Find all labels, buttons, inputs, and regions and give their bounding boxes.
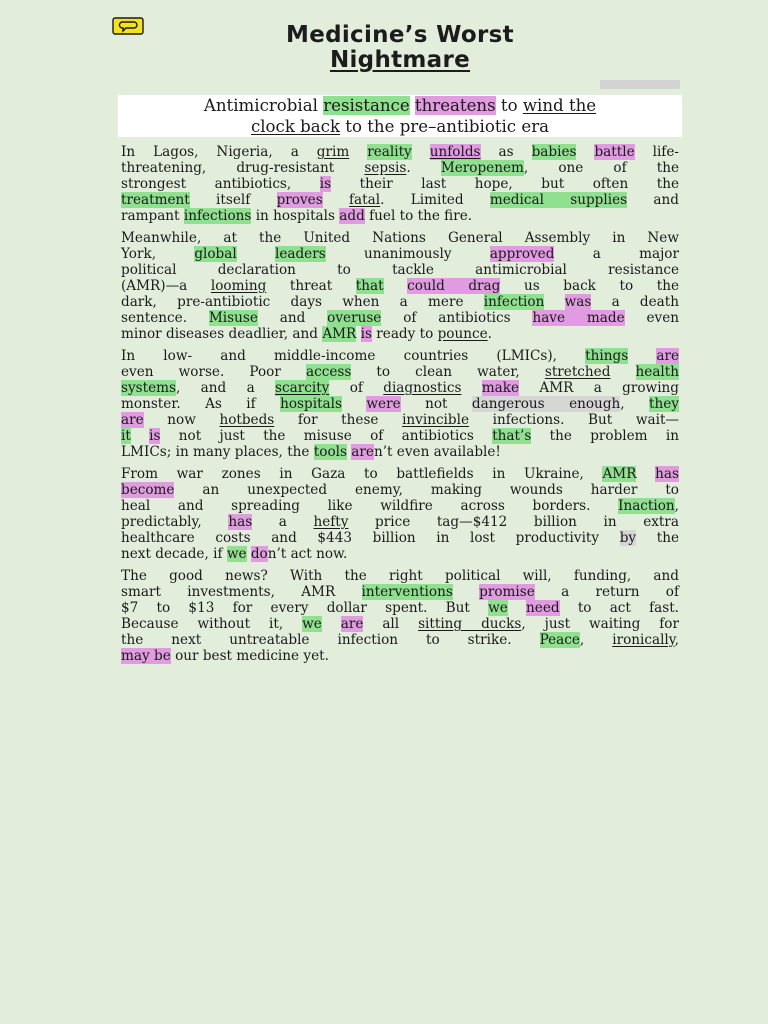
text-run: Meanwhile, at the United Nations General Assembly in New <box>121 230 679 246</box>
text-run: their last hope, but often the <box>331 176 679 192</box>
text-run <box>453 584 479 600</box>
text-run: , <box>579 632 613 648</box>
highlighted-text: threatens <box>414 96 496 115</box>
highlighted-text: diagnostics <box>383 380 462 396</box>
highlighted-text: is <box>360 326 372 342</box>
highlighted-text: looming <box>210 278 267 294</box>
paragraph <box>121 568 679 664</box>
text-line <box>121 498 679 514</box>
text-run: as <box>480 144 532 160</box>
text-run: our best medicine yet. <box>170 648 329 664</box>
highlighted-text: Meropenem <box>440 160 524 176</box>
text-run: York, <box>121 246 195 262</box>
page-title-line-1: Medicine’s Worst <box>286 22 514 48</box>
text-run: not <box>400 396 472 412</box>
text-run: the <box>636 530 679 546</box>
text-run: a return of <box>534 584 679 600</box>
text-run <box>342 396 366 412</box>
text-run: to <box>495 96 523 115</box>
text-run: the problem in <box>531 428 679 444</box>
text-run: heal and spreading like wildfire across borders. <box>121 498 619 514</box>
highlighted-text: fatal <box>349 192 381 208</box>
text-run: of <box>329 380 384 396</box>
paragraph <box>121 230 679 342</box>
highlighted-text: dangerous enough <box>471 396 621 412</box>
highlighted-text: systems <box>121 380 177 396</box>
highlighted-text: stretched <box>544 364 611 380</box>
highlighted-text: they <box>649 396 679 412</box>
text-run: to the pre–antibiotic era <box>340 117 550 136</box>
text-run <box>384 278 408 294</box>
highlighted-text: ironically <box>612 632 675 648</box>
text-run: a major <box>554 246 679 262</box>
highlighted-text: Peace <box>539 632 580 648</box>
text-run <box>628 348 656 364</box>
highlighted-text: infection <box>483 294 545 310</box>
text-run: From war zones in Gaza to battlefields in Ukraine, <box>121 466 603 482</box>
highlighted-text: battle <box>594 144 635 160</box>
highlighted-text: overuse <box>327 310 382 326</box>
subtitle <box>118 95 682 137</box>
highlighted-text: unfolds <box>429 144 481 160</box>
text-run: predictably, <box>121 514 229 530</box>
text-run: LMICs; in many places, the <box>121 444 314 460</box>
text-run: , just waiting for <box>521 616 679 632</box>
text-run: threat <box>266 278 356 294</box>
text-run: for these <box>274 412 403 428</box>
highlighted-text: interventions <box>361 584 453 600</box>
highlighted-text: may be <box>121 648 171 664</box>
text-line <box>121 192 679 208</box>
text-line <box>121 546 679 562</box>
grey-marker-bar <box>600 80 680 89</box>
highlighted-text: clock back <box>250 117 341 136</box>
highlighted-text: Misuse <box>208 310 258 326</box>
text-run: not just the misuse of antibiotics <box>160 428 493 444</box>
highlighted-text: access <box>305 364 352 380</box>
text-run: rampant <box>121 208 184 224</box>
text-line <box>121 364 679 380</box>
highlighted-text: by <box>619 530 637 546</box>
text-run: , one of the <box>523 160 679 176</box>
highlighted-text: medical supplies <box>489 192 628 208</box>
text-run: in hospitals <box>251 208 340 224</box>
text-line <box>121 278 679 294</box>
highlighted-text: are <box>656 348 679 364</box>
highlighted-text: sitting ducks <box>418 616 522 632</box>
text-run <box>636 466 655 482</box>
highlighted-text: could drag <box>407 278 501 294</box>
text-line <box>121 144 679 160</box>
highlighted-text: has <box>228 514 253 530</box>
highlighted-text: sepsis <box>364 160 407 176</box>
text-run: now <box>143 412 220 428</box>
text-run <box>322 616 341 632</box>
highlighted-text: proves <box>276 192 323 208</box>
text-line <box>121 208 679 224</box>
text-run: life- <box>634 144 679 160</box>
text-run: ready to <box>371 326 438 342</box>
text-line <box>118 116 682 137</box>
text-run <box>356 326 360 342</box>
text-run: a <box>252 514 314 530</box>
highlighted-text: we <box>226 546 247 562</box>
text-run <box>544 294 564 310</box>
text-line <box>121 444 679 460</box>
text-run: fuel to the fire. <box>364 208 473 224</box>
text-run: a death <box>591 294 679 310</box>
text-line <box>121 176 679 192</box>
highlighted-text: Inaction <box>618 498 675 514</box>
page-title-line-2: Nightmare <box>329 47 471 73</box>
highlighted-text: AMR <box>602 466 637 482</box>
text-line <box>121 568 679 584</box>
text-run: (AMR)—a <box>121 278 211 294</box>
text-run: Because without it, <box>121 616 303 632</box>
text-run <box>237 246 275 262</box>
text-run: monster. As if <box>121 396 281 412</box>
text-run: unanimously <box>325 246 490 262</box>
highlighted-text: are <box>340 616 364 632</box>
highlighted-text: treatment <box>121 192 190 208</box>
text-run: . Limited <box>380 192 490 208</box>
text-run <box>349 144 367 160</box>
text-run: minor diseases deadlier, and <box>121 326 323 342</box>
highlighted-text: tools <box>313 444 347 460</box>
highlighted-text: scarcity <box>275 380 330 396</box>
text-run: The good news? With the right political will, funding, and <box>121 568 679 584</box>
text-line <box>121 466 679 482</box>
highlighted-text: hospitals <box>280 396 342 412</box>
highlighted-text: wind the <box>522 96 597 115</box>
text-run: healthcare costs and $443 billion in lost productivity <box>121 530 620 546</box>
highlighted-text: was <box>564 294 592 310</box>
text-line <box>121 310 679 326</box>
text-run: In Lagos, Nigeria, a <box>121 144 317 160</box>
highlighted-text: infections <box>183 208 252 224</box>
text-line <box>121 396 679 412</box>
text-line <box>121 348 679 364</box>
text-line <box>121 584 679 600</box>
text-run: In low- and middle-income countries (LMICs), <box>121 348 586 364</box>
text-line <box>121 160 679 176</box>
text-run: $7 to $13 for every dollar spent. But <box>121 600 489 616</box>
highlighted-text: is <box>319 176 332 192</box>
text-run <box>412 144 430 160</box>
text-line <box>121 230 679 246</box>
highlighted-text: babies <box>531 144 577 160</box>
highlighted-text: pounce <box>437 326 488 342</box>
text-run <box>461 380 481 396</box>
highlighted-text: approved <box>489 246 555 262</box>
highlighted-text: do <box>250 546 268 562</box>
text-line <box>121 412 679 428</box>
text-run: dark, pre-antibiotic days when a mere <box>121 294 484 310</box>
text-line <box>121 632 679 648</box>
highlighted-text: hotbeds <box>219 412 275 428</box>
text-run: n’t even available! <box>373 444 501 460</box>
text-line <box>121 600 679 616</box>
highlighted-text: global <box>194 246 237 262</box>
text-run: next decade, if <box>121 546 227 562</box>
highlighted-text: that’s <box>492 428 532 444</box>
text-line <box>121 616 679 632</box>
text-run: us back to the <box>500 278 679 294</box>
highlighted-text: reality <box>367 144 412 160</box>
text-run: strongest antibiotics, <box>121 176 320 192</box>
text-line <box>118 95 682 116</box>
text-line <box>121 262 679 278</box>
text-run: and <box>627 192 679 208</box>
text-run: infections. But wait— <box>469 412 680 428</box>
text-run: even <box>624 310 679 326</box>
highlighted-text: things <box>585 348 629 364</box>
text-line <box>121 648 679 664</box>
text-line <box>121 530 679 546</box>
text-run: n’t act now. <box>267 546 348 562</box>
text-line <box>121 326 679 342</box>
text-run: , and a <box>176 380 276 396</box>
text-line <box>121 428 679 444</box>
text-run <box>131 428 149 444</box>
highlighted-text: are <box>351 444 374 460</box>
text-run <box>576 144 594 160</box>
text-run: all <box>363 616 419 632</box>
highlighted-text: invincible <box>402 412 470 428</box>
text-line <box>121 482 679 498</box>
highlighted-text: are <box>121 412 144 428</box>
highlighted-text: health <box>635 364 680 380</box>
highlighted-text: have made <box>532 310 625 326</box>
highlighted-text: has <box>655 466 679 482</box>
highlighted-text: need <box>526 600 560 616</box>
text-run: . <box>487 326 492 342</box>
text-run: . <box>406 160 441 176</box>
text-line <box>121 294 679 310</box>
highlighted-text: become <box>121 482 175 498</box>
text-run: threatening, drug-resistant <box>121 160 365 176</box>
highlighted-text: AMR <box>322 326 357 342</box>
text-run: sentence. <box>121 310 209 326</box>
highlighted-text: it <box>121 428 131 444</box>
text-line <box>121 380 679 396</box>
text-run <box>508 600 526 616</box>
text-line <box>121 246 679 262</box>
highlighted-text: make <box>481 380 520 396</box>
text-run: , <box>674 498 679 514</box>
text-run: political declaration to tackle antimicrobial resistance <box>121 262 679 278</box>
text-run: price tag—$412 billion in extra <box>348 514 679 530</box>
text-run <box>323 192 349 208</box>
highlighted-text: we <box>488 600 508 616</box>
highlighted-text: were <box>366 396 401 412</box>
highlighted-text: grim <box>316 144 350 160</box>
text-run: to clean water, <box>351 364 545 380</box>
text-run: , <box>674 632 679 648</box>
highlighted-text: resistance <box>323 96 410 115</box>
text-run: AMR a growing <box>519 380 679 396</box>
text-run <box>610 364 635 380</box>
highlighted-text: promise <box>479 584 535 600</box>
text-run: even worse. Poor <box>121 364 306 380</box>
paragraph <box>121 144 679 224</box>
text-run: of antibiotics <box>381 310 533 326</box>
highlighted-text: add <box>339 208 365 224</box>
article-body <box>121 144 679 664</box>
paragraph <box>121 466 679 562</box>
paragraph <box>121 348 679 460</box>
text-run: , <box>620 396 650 412</box>
text-run: and <box>257 310 328 326</box>
text-run: smart investments, AMR <box>121 584 362 600</box>
text-line <box>121 514 679 530</box>
text-run: the next untreatable infection to strike. <box>121 632 540 648</box>
highlighted-text: leaders <box>274 246 326 262</box>
text-run: an unexpected enemy, making wounds harder to <box>174 482 679 498</box>
text-run: itself <box>189 192 277 208</box>
highlighted-text: we <box>302 616 322 632</box>
text-run: Antimicrobial <box>203 96 324 115</box>
highlighted-text: that <box>355 278 384 294</box>
text-run: to act fast. <box>559 600 680 616</box>
highlighted-text: is <box>149 428 161 444</box>
highlighted-text: hefty <box>313 514 349 530</box>
